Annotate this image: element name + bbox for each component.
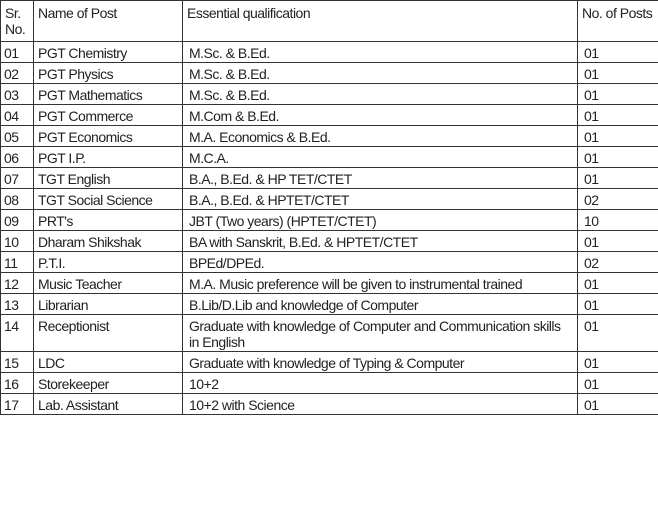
- table-row: [1, 210, 658, 231]
- qualification-cell: JBT (Two years) (HPTET/CTET): [183, 210, 578, 231]
- post-name-cell: PGT Physics: [34, 63, 183, 84]
- post-name-cell: PGT Chemistry: [34, 42, 183, 63]
- table-row: [1, 126, 658, 147]
- post-name-cell: Lab. Assistant: [34, 394, 183, 415]
- sr-no-cell: 04: [1, 105, 34, 126]
- table-row: [1, 273, 658, 294]
- posts-count-cell: 01: [578, 126, 658, 147]
- posts-count-cell: 01: [578, 63, 658, 84]
- qualification-cell: BPEd/DPEd.: [183, 252, 578, 273]
- post-name-cell: Music Teacher: [34, 273, 183, 294]
- posts-count-cell: 01: [578, 42, 658, 63]
- table-row: [1, 168, 658, 189]
- post-name-cell: PGT I.P.: [34, 147, 183, 168]
- sr-no-cell: 11: [1, 252, 34, 273]
- sr-no-cell: 06: [1, 147, 34, 168]
- table-row: [1, 189, 658, 210]
- qualification-cell: Graduate with knowledge of Computer and Communication skills in English: [183, 315, 578, 352]
- post-name-cell: TGT Social Science: [34, 189, 183, 210]
- qualification-cell: B.A., B.Ed. & HPTET/CTET: [183, 189, 578, 210]
- qualification-cell: M.A. Music preference will be given to instrumental trained: [183, 273, 578, 294]
- table-row: [1, 373, 658, 394]
- post-name-cell: P.T.I.: [34, 252, 183, 273]
- post-name-cell: PGT Commerce: [34, 105, 183, 126]
- sr-no-cell: 03: [1, 84, 34, 105]
- post-name-cell: LDC: [34, 352, 183, 373]
- qualification-cell: M.A. Economics & B.Ed.: [183, 126, 578, 147]
- qualification-cell: M.Sc. & B.Ed.: [183, 63, 578, 84]
- table-row: [1, 294, 658, 315]
- post-name-cell: TGT English: [34, 168, 183, 189]
- sr-no-cell: 10: [1, 231, 34, 252]
- posts-count-cell: 01: [578, 352, 658, 373]
- table-row: [1, 231, 658, 252]
- qualification-cell: B.A., B.Ed. & HP TET/CTET: [183, 168, 578, 189]
- sr-no-cell: 07: [1, 168, 34, 189]
- posts-count-cell: 01: [578, 84, 658, 105]
- header-essential-qualification: Essential qualification: [183, 1, 578, 42]
- qualification-cell: M.Sc. & B.Ed.: [183, 84, 578, 105]
- posts-count-cell: 01: [578, 294, 658, 315]
- sr-no-cell: 02: [1, 63, 34, 84]
- sr-no-cell: 14: [1, 315, 34, 352]
- posts-count-cell: 01: [578, 315, 658, 352]
- qualification-cell: B.Lib/D.Lib and knowledge of Computer: [183, 294, 578, 315]
- table-row: [1, 84, 658, 105]
- header-no-of-posts: No. of Posts: [578, 1, 658, 42]
- posts-count-cell: 01: [578, 394, 658, 415]
- table-row: [1, 352, 658, 373]
- qualification-cell: 10+2: [183, 373, 578, 394]
- post-name-cell: Receptionist: [34, 315, 183, 352]
- sr-no-cell: 09: [1, 210, 34, 231]
- posts-count-cell: 01: [578, 147, 658, 168]
- qualification-cell: Graduate with knowledge of Typing & Computer: [183, 352, 578, 373]
- posts-count-cell: 01: [578, 231, 658, 252]
- post-name-cell: PGT Mathematics: [34, 84, 183, 105]
- post-name-cell: PRT's: [34, 210, 183, 231]
- table-row: [1, 63, 658, 84]
- post-name-cell: Dharam Shikshak: [34, 231, 183, 252]
- post-name-cell: Librarian: [34, 294, 183, 315]
- qualification-cell: M.Com & B.Ed.: [183, 105, 578, 126]
- table-row: [1, 105, 658, 126]
- post-name-cell: Storekeeper: [34, 373, 183, 394]
- header-sr-no: Sr. No.: [1, 1, 34, 42]
- qualification-cell: BA with Sanskrit, B.Ed. & HPTET/CTET: [183, 231, 578, 252]
- qualification-cell: 10+2 with Science: [183, 394, 578, 415]
- table-row: [1, 315, 658, 352]
- sr-no-cell: 17: [1, 394, 34, 415]
- qualification-cell: M.C.A.: [183, 147, 578, 168]
- table-row: [1, 394, 658, 415]
- sr-no-cell: 08: [1, 189, 34, 210]
- sr-no-cell: 16: [1, 373, 34, 394]
- posts-count-cell: 01: [578, 168, 658, 189]
- post-name-cell: PGT Economics: [34, 126, 183, 147]
- posts-count-cell: 02: [578, 189, 658, 210]
- posts-count-cell: 01: [578, 373, 658, 394]
- sr-no-cell: 12: [1, 273, 34, 294]
- table-row: [1, 252, 658, 273]
- table-row: [1, 42, 658, 63]
- posts-count-cell: 02: [578, 252, 658, 273]
- posts-count-cell: 01: [578, 273, 658, 294]
- header-row: [1, 1, 658, 42]
- header-name-of-post: Name of Post: [34, 1, 183, 42]
- posts-count-cell: 01: [578, 105, 658, 126]
- sr-no-cell: 01: [1, 42, 34, 63]
- posts-count-cell: 10: [578, 210, 658, 231]
- sr-no-cell: 05: [1, 126, 34, 147]
- table-row: [1, 147, 658, 168]
- sr-no-cell: 13: [1, 294, 34, 315]
- qualification-cell: M.Sc. & B.Ed.: [183, 42, 578, 63]
- sr-no-cell: 15: [1, 352, 34, 373]
